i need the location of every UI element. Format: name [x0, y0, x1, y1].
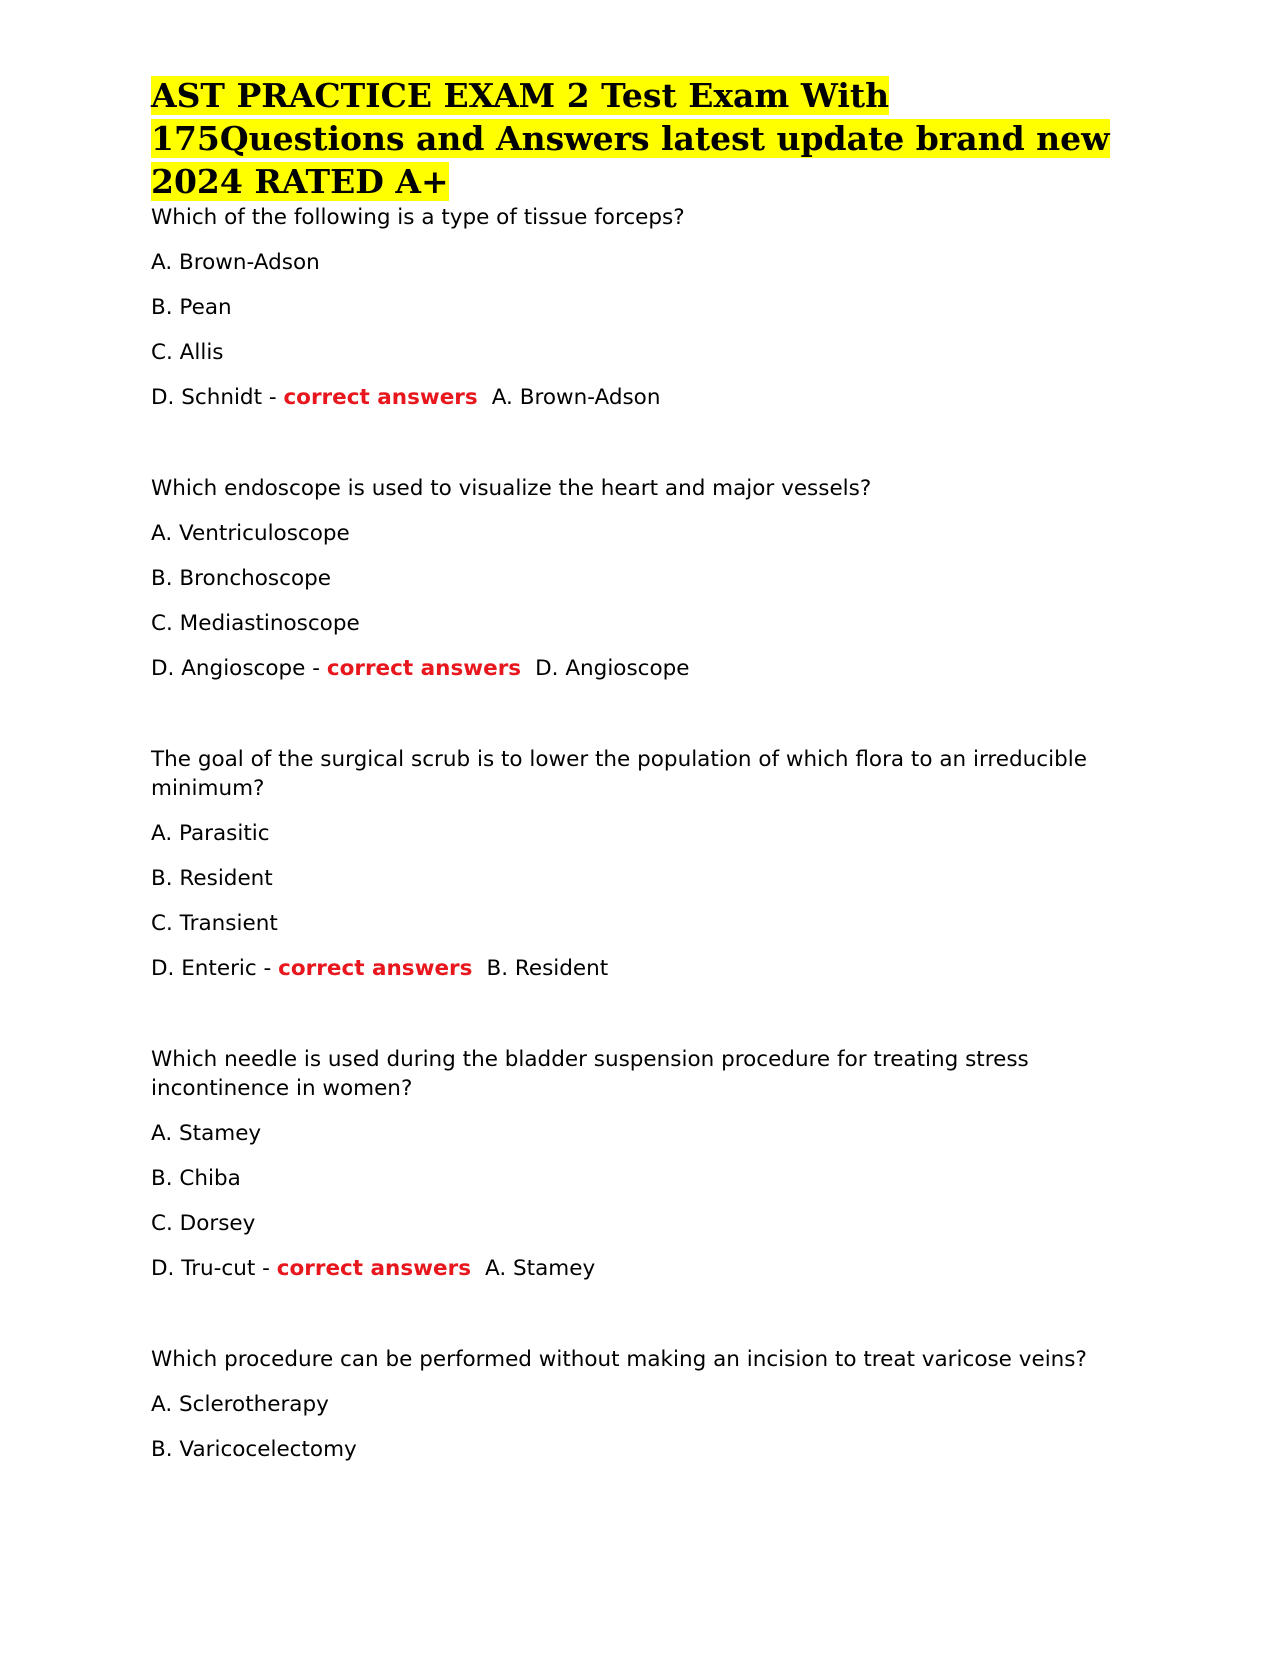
option-d-with-answer	[151, 1254, 1131, 1283]
answer-text: D. Angioscope	[535, 656, 690, 681]
correct-answers-label: correct answers	[283, 385, 478, 410]
question-text: Which of the following is a type of tissue forceps?	[151, 205, 685, 230]
answer-text: B. Resident	[486, 956, 609, 981]
answer-text: A. Brown-Adson	[491, 385, 661, 410]
option-a: A. Sclerotherapy	[151, 1392, 329, 1417]
option-c: C. Dorsey	[151, 1211, 256, 1236]
option-b: B. Varicocelectomy	[151, 1437, 357, 1462]
correct-answers-label: correct answers	[276, 1256, 472, 1281]
correct-answers-label: correct answers	[278, 956, 473, 981]
question-block	[151, 474, 1131, 683]
document-title	[151, 74, 1131, 203]
option-d: D. Enteric -	[151, 956, 272, 981]
option-d-with-answer	[151, 383, 1131, 412]
option-d-with-answer	[151, 654, 1131, 683]
option-a: A. Ventriculoscope	[151, 521, 350, 546]
option-a: A. Parasitic	[151, 821, 270, 846]
question-block	[151, 1345, 1131, 1464]
option-c: C. Transient	[151, 911, 278, 936]
option-b: B. Chiba	[151, 1166, 241, 1191]
option-d: D. Angioscope -	[151, 656, 320, 681]
correct-answers-label: correct answers	[326, 656, 522, 681]
question-text: The goal of the surgical scrub is to lower the population of which flora to an irreducible minimum?	[151, 747, 1087, 801]
question-text: Which procedure can be performed without making an incision to treat varicose veins?	[151, 1347, 1087, 1372]
option-d: D. Tru-cut -	[151, 1256, 270, 1281]
option-b: B. Pean	[151, 295, 232, 320]
option-c: C. Allis	[151, 340, 224, 365]
question-text: Which endoscope is used to visualize the heart and major vessels?	[151, 476, 872, 501]
question-text: Which needle is used during the bladder suspension procedure for treating stress incontinence in women?	[151, 1047, 1029, 1101]
option-a: A. Brown-Adson	[151, 250, 320, 275]
question-block	[151, 203, 1131, 412]
document-page	[151, 74, 1131, 1480]
option-d: D. Schnidt -	[151, 385, 277, 410]
option-d-with-answer	[151, 954, 1131, 983]
option-b: B. Resident	[151, 866, 273, 891]
option-b: B. Bronchoscope	[151, 566, 331, 591]
question-block	[151, 1045, 1131, 1283]
title-highlight: AST PRACTICE EXAM 2 Test Exam With 175Questions and Answers latest update brand new 2024 RATED A+	[151, 76, 1110, 201]
option-a: A. Stamey	[151, 1121, 262, 1146]
question-block	[151, 745, 1131, 983]
option-c: C. Mediastinoscope	[151, 611, 360, 636]
answer-text: A. Stamey	[485, 1256, 596, 1281]
